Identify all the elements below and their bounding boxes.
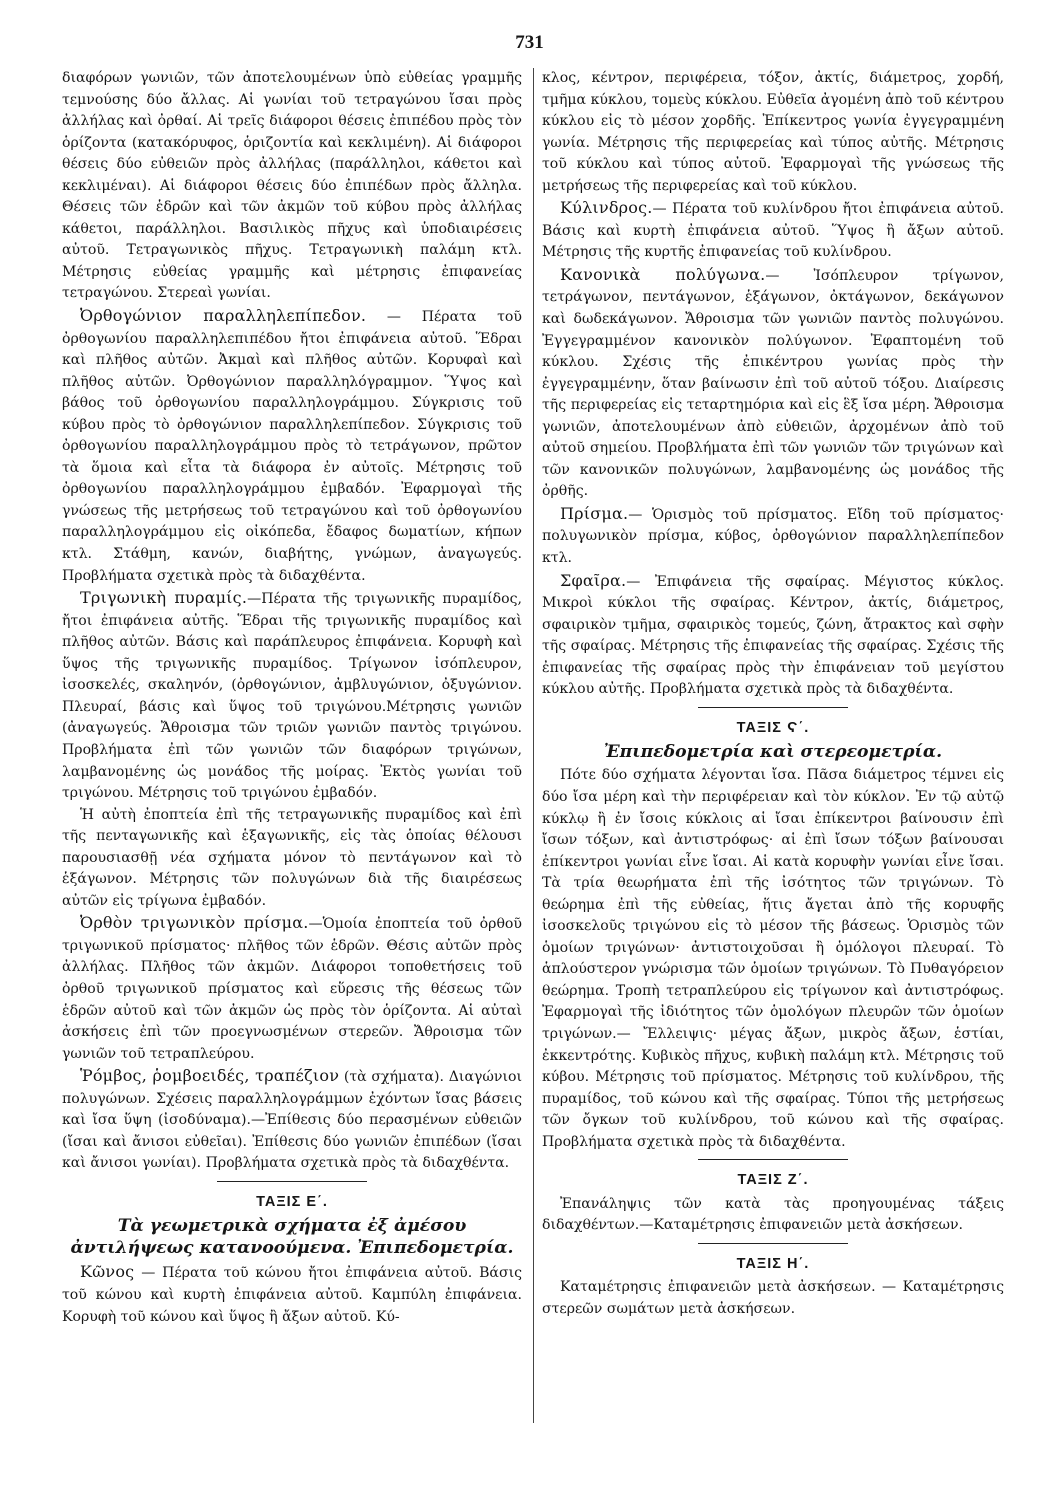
paragraph: Πότε δύο σχήματα λέγονται ἴσα. Πᾶσα διάμετρος τέμνει εἰς δύο ἴσα μέρη καὶ τὴν περιφέρειαν καὶ τὸν κύκλον. Ἐν τῷ αὐτῷ κύκλῳ ἢ ἐν ἴσοις κύκλοις αἱ ἴσαι ἐπίκεντροι βαίνουσιν ἐπὶ ἴσων τόξων, καὶ ἀντιστρόφως· αἱ ἐπὶ ἴσων τόξων βαίνουσαι ἐπίκεντροι γωνίαι εἶνε ἴσαι. Αἱ κατὰ κορυφὴν γωνίαι εἶνε ἴσαι. Τὰ τρία θεωρήματα ἐπὶ τῆς ἰσότητος τῶν τριγώνων. Τὸ θεώρημα ἐπὶ τῆς εὐθείας, ἥτις ἄγεται ἀπὸ τῆς κορυφῆς ἰσοσκελοῦς τριγώνου εἰς τὸ μέσον τῆς βάσεως. Ὁρισμὸς τῶν ὁμοίων τριγώνων· ἀντιστοιχοῦσαι ἢ ὁμόλογοι πλευραί. Τὸ ἁπλούστερον γνώρισμα τῶν ὁμοίων τριγώνων. Τὸ Πυθαγόρειον θεώρημα. Τροπὴ τετραπλεύρου εἰς τρίγωνον καὶ ἀντιστρόφως. Ἐφαρμογαὶ τῆς ἰδιότητος τῶν ὁμολόγων πλευρῶν τῶν ὁμοίων τριγώνων.— Ἔλλειψις· μέγας ἄξων, μικρὸς ἄξων, ἑστίαι, ἐκκεντρότης. Κυβικὸς πῆχυς, κυβικὴ παλάμη κτλ. Μέτρησις τοῦ κύβου. Μέτρησις τοῦ πρίσματος. Μέτρησις τοῦ κυλίνδρου, τῆς πυραμίδος, τοῦ κώνου καὶ τῆς σφαίρας. Τύποι τῆς μετρήσεως τῶν ὄγκων τοῦ κυλίνδρου, τοῦ κώνου καὶ τῆς σφαίρας. Προβλήματα σχετικὰ πρὸς τὰ διδαχθέντα. xyxy=(542,767,1004,1150)
paragraph: Καταμέτρησις ἐπιφανειῶν μετὰ ἀσκήσεων. — Καταμέτρησις στερεῶν σωμάτων μετὰ ἀσκήσεων. xyxy=(542,1279,1004,1317)
paragraph-text: — Ἐπιφάνεια τῆς σφαίρας. Μέγιστος κύκλος. Μικροὶ κύκλοι τῆς σφαίρας. Κέντρον, ἀκτίς, διάμετρος, σφαιρικὸν τμῆμα, σφαιρικὸς τομεύς, ζώνη, ἄτρακτος καὶ σφὴν τῆς σφαίρας. Μέτρησις τῆς ἐπιφανείας τῆς σφαίρας. Σχέσις τῆς ἐπιφανείας τῆς σφαίρας πρὸς τὴν ἐπιφάνειαν τοῦ μεγίστου κύκλου αὐτῆς. Προβλήματα σχετικὰ πρὸς τὰ διδαχθέντα. xyxy=(542,573,1004,698)
term-heading: Ῥόμβος, ῥομβοειδές, τραπέζιον xyxy=(80,1066,340,1086)
paragraph-text: — Ὁρισμὸς τοῦ πρίσματος. Εἴδη τοῦ πρίσματος· πολυγωνικὸν πρίσμα, κύβος, ὀρθογώνιον παραλληλεπίπεδον κτλ. xyxy=(542,506,1004,567)
paragraph-text: — Πέρατα τοῦ κυλίνδρου ἤτοι ἐπιφάνεια αὐτοῦ. Βάσις καὶ κυρτὴ ἐπιφάνεια αὐτοῦ. Ὕψος ἢ ἄξων αὐτοῦ. Μέτρησις τῆς κυρτῆς ἐπιφανείας τοῦ κυλίνδρου. xyxy=(542,201,1004,261)
paragraph xyxy=(62,1261,522,1328)
paragraph xyxy=(62,587,522,804)
left-column xyxy=(62,68,522,1328)
section-divider xyxy=(698,1159,848,1160)
paragraph xyxy=(62,912,522,1065)
paragraph-text: — Ἰσόπλευρον τρίγωνον, τετράγωνον, πεντάγωνον, ἑξάγωνον, ὀκτάγωνον, δεκάγωνον καὶ δωδεκάγωνον. Ἄθροισμα τῶν γωνιῶν παντὸς πολυγώνου. Ἐγγεγραμμένον κανονικὸν πολύγωνον. Ἐφαπτομένη τοῦ κύκλου. Σχέσις τῆς ἐπικέντρου γωνίας πρὸς τὴν ἐγγεγραμμένην, ὅταν βαίνωσιν ἐπὶ τοῦ αὐτοῦ τόξου. Διαίρεσις τῆς περιφερείας εἰς τεταρτημόρια καὶ εἰς ἓξ ἴσα μέρη. Ἄθροισμα γωνιῶν, ἀποτελουμένων ἀπὸ εὐθειῶν, ἀρχομένων ἀπὸ τοῦ αὐτοῦ σημείου. Προβλήματα ἐπὶ τῶν γωνιῶν τῶν τριγώνων καὶ τῶν κανονικῶν πολυγώνων, λαμβανομένης ὡς μονάδος τῆς ὀρθῆς. xyxy=(542,267,1004,500)
section-label: ΤΑΞΙΣ Ϛ΄. xyxy=(736,719,810,736)
paragraph-text: (τὰ σχήματα). Διαγώνιοι πολυγώνων. Σχέσεις παραλληλογράμμων ἐχόντων ἴσας βάσεις καὶ ἴσα ὕψη (ἰσοδύναμα).—Ἐπίθεσις δύο περασμένων εὐθειῶν (ἴσαι καὶ ἄνισοι εὐθεῖαι). Ἐπίθεσις δύο γωνιῶν ἐπιπέδων (ἴσαι καὶ ἄνισοι γωνίαι). Προβλήματα σχετικὰ πρὸς τὰ διδαχθέντα. xyxy=(62,1069,522,1172)
term-heading: Κύλινδρος. xyxy=(560,198,653,218)
section-divider xyxy=(698,707,848,708)
term-heading: Ὀρθογώνιον παραλληλεπίπεδον. xyxy=(80,306,367,326)
section-divider xyxy=(217,1181,367,1182)
column-divider xyxy=(533,68,534,1423)
paragraph: κλος, κέντρον, περιφέρεια, τόξον, ἀκτίς, διάμετρος, χορδή, τμῆμα κύκλου, τομεὺς κύκλου. Εὐθεῖα ἀγομένη ἀπὸ τοῦ κέντρου κύκλου εἰς τὸ μέσον χορδῆς. Ἐπίκεντρος γωνία ἐγγεγραμμένη γωνία. Μέτρησις τῆς περιφερείας καὶ τύπος αὐτῆς. Μέτρησις τοῦ κύκλου καὶ τύπος αὐτοῦ. Ἐφαρμογαὶ τῆς γνώσεως τῆς μετρήσεως τῆς περιφερείας καὶ τοῦ κύκλου. xyxy=(542,70,1004,194)
paragraph xyxy=(542,197,1004,264)
paragraph: Ἐπανάληψις τῶν κατὰ τὰς προηγουμένας τάξεις διδαχθέντων.—Καταμέτρησις ἐπιφανειῶν μετὰ ἀσκήσεων. xyxy=(542,1195,1004,1234)
right-column xyxy=(542,68,1004,1321)
paragraph-text: — Πέρατα τοῦ κώνου ἤτοι ἐπιφάνεια αὐτοῦ. Βάσις τοῦ κώνου καὶ κυρτὴ ἐπιφάνεια αὐτοῦ. Καμπύλη ἐπιφάνεια. Κορυφὴ τοῦ κώνου καὶ ὕψος ἢ ἄξων αὐτοῦ. Κύ- xyxy=(62,1265,522,1325)
page-number: 731 xyxy=(515,32,544,53)
paragraph-text: —Πέρατα τῆς τριγωνικῆς πυραμίδος, ἤτοι ἐπιφάνεια αὐτῆς. Ἕδραι τῆς τριγωνικῆς πυραμίδος καὶ πλῆθος αὐτῶν. Βάσις καὶ παράπλευρος ἐπιφάνεια. Κορυφὴ καὶ ὕψος τῆς τριγωνικῆς πυραμίδος. Τρίγωνον ἰσόπλευρον, ἰσοσκελές, σκαληνόν, (ὀρθογώνιον, ἀμβλυγώνιον, ὀξυγώνιον. Πλευραί, βάσις καὶ ὕψος τοῦ τριγώνου.Μέτρησις γωνιῶν (ἀναγωγεύς. Ἄθροισμα τῶν τριῶν γωνιῶν παντὸς τριγώνου. Προβλήματα ἐπὶ τῶν γωνιῶν τῶν διαφόρων τριγώνων, λαμβανομένης ὡς μονάδος τῆς μοίρας. Ἐκτὸς γωνίαι τοῦ τριγώνου. Μέτρησις τοῦ τριγώνου ἐμβαδόν. xyxy=(62,591,522,802)
section-label: ΤΑΞΙΣ Η΄. xyxy=(736,1255,810,1272)
term-heading: Πρίσμα. xyxy=(560,503,629,523)
term-heading: Τριγωνικὴ πυραμίς. xyxy=(80,588,248,608)
section-label: ΤΑΞΙΣ Ζ΄. xyxy=(737,1172,809,1189)
paragraph xyxy=(542,503,1004,570)
term-heading: Κῶνος xyxy=(80,1262,135,1282)
section-title: Ἐπιπεδομετρία καὶ στερεομετρία. xyxy=(603,742,943,763)
paragraph xyxy=(542,570,1004,701)
term-heading: Σφαῖρα. xyxy=(560,570,627,590)
section-title: Τὰ γεωμετρικὰ σχήματα ἐξ ἀμέσου ἀντιλήψεως κατανοούμενα. Ἐπιπεδομετρία. xyxy=(70,1216,514,1259)
paragraph xyxy=(542,264,1004,503)
section-label: ΤΑΞΙΣ Ε΄. xyxy=(256,1193,328,1210)
section-divider xyxy=(698,1243,848,1244)
paragraph-text: —Ὁμοία ἐποπτεία τοῦ ὀρθοῦ τριγωνικοῦ πρίσματος· πλῆθος τῶν ἑδρῶν. Θέσις αὐτῶν πρὸς ἀλλήλας. Πλῆθος τῶν ἀκμῶν. Διάφοροι τοποθετήσεις τοῦ ὀρθοῦ τριγωνικοῦ πρίσματος καὶ εὕρεσις τῆς θέσεως τῶν ἑδρῶν αὐτοῦ καὶ τῶν ἀκμῶν ὡς πρὸς τὸν ὁρίζοντα. Αἱ αὐταὶ ἀσκήσεις ἐπὶ τῶν προεγνωσμένων στερεῶν. Ἄθροισμα τῶν γωνιῶν τοῦ τετραπλεύρου. xyxy=(62,916,522,1062)
paragraph: Ἡ αὐτὴ ἐποπτεία ἐπὶ τῆς τετραγωνικῆς πυραμίδος καὶ ἐπὶ τῆς πενταγωνικῆς καὶ ἑξαγωνικῆς, εἰς τὰς ὁποίας θέλουσι παρουσιασθῇ νέα σχήματα μόνον τὸ πεντάγωνον καὶ τὸ ἑξάγωνον. Μέτρησις τῶν πολυγώνων διὰ τῆς διαιρέσεως αὐτῶν εἰς τρίγωνα ἐμβαδόν. xyxy=(62,806,522,909)
term-heading: Κανονικὰ πολύγωνα. xyxy=(560,264,766,284)
term-heading: Ὀρθὸν τριγωνικὸν πρίσμα. xyxy=(80,913,309,933)
paragraph: διαφόρων γωνιῶν, τῶν ἀποτελουμένων ὑπὸ εὐθείας γραμμῆς τεμνούσης δύο ἄλλας. Αἱ γωνίαι τοῦ τετραγώνου ἴσαι πρὸς ἀλλήλας καὶ ὀρθαί. Αἱ τρεῖς διάφοροι θέσεις ἐπιπέδου πρὸς τὸν ὁρίζοντα (κατακόρυφος, ὁριζοντία καὶ κεκλιμένη). Αἱ διάφοροι θέσεις δύο εὐθειῶν πρὸς ἀλλήλας (παράλληλοι, κάθετοι καὶ κεκλιμέναι). Αἱ διάφοροι θέσεις δύο ἐπιπέδων πρὸς ἄλληλα. Θέσεις τῶν ἑδρῶν καὶ τῶν ἀκμῶν τοῦ κύβου πρὸς ἀλλήλας κάθετοι, παράλληλοι. Βασιλικὸς πῆχυς καὶ ὑποδιαιρέσεις αὐτοῦ. Τετραγωνικὸς πῆχυς. Τετραγωνικὴ παλάμη κτλ. Μέτρησις εὐθείας γραμμῆς καὶ μέτρησις ἐπιφανείας τετραγώνου. Στερεαὶ γωνίαι. xyxy=(62,70,522,302)
paragraph-text: — Πέρατα τοῦ ὀρθογωνίου παραλληλεπιπέδου ἤτοι ἐπιφάνεια αὐτοῦ. Ἕδραι καὶ πλῆθος αὐτῶν. Ἀκμαὶ καὶ πλῆθος αὐτῶν. Κορυφαὶ καὶ πλῆθος αὐτῶν. Ὀρθογώνιον παραλληλόγραμμον. Ὕψος καὶ βάθος τοῦ ὀρθογωνίου παραλληλογράμμου. Σύγκρισις τοῦ κύβου πρὸς τὸ ὀρθογώνιον παραλληλεπίπεδον. Σύγκρισις τοῦ ὀρθογωνίου παραλληλογράμμου πρὸς τὸ τετράγωνον, πρῶτον τὰ ὅμοια καὶ εἶτα τὰ διάφορα ἐν αὐτοῖς. Μέτρησις τοῦ ὀρθογωνίου παραλληλογράμμου ἐμβαδόν. Ἐφαρμογαὶ τῆς γνώσεως τῆς μετρήσεως τοῦ τετραγώνου καὶ τοῦ ὀρθογωνίου παραλληλογράμμου εἰς οἰκόπεδα, ἔδαφος δωματίων, κήπων κτλ. Στάθμη, κανών, διαβήτης, γνώμων, ἀναγωγεύς. Προβλήματα σχετικὰ πρὸς τὰ διδαχθέντα. xyxy=(62,309,522,584)
paragraph xyxy=(62,1065,522,1175)
paragraph xyxy=(62,305,522,587)
